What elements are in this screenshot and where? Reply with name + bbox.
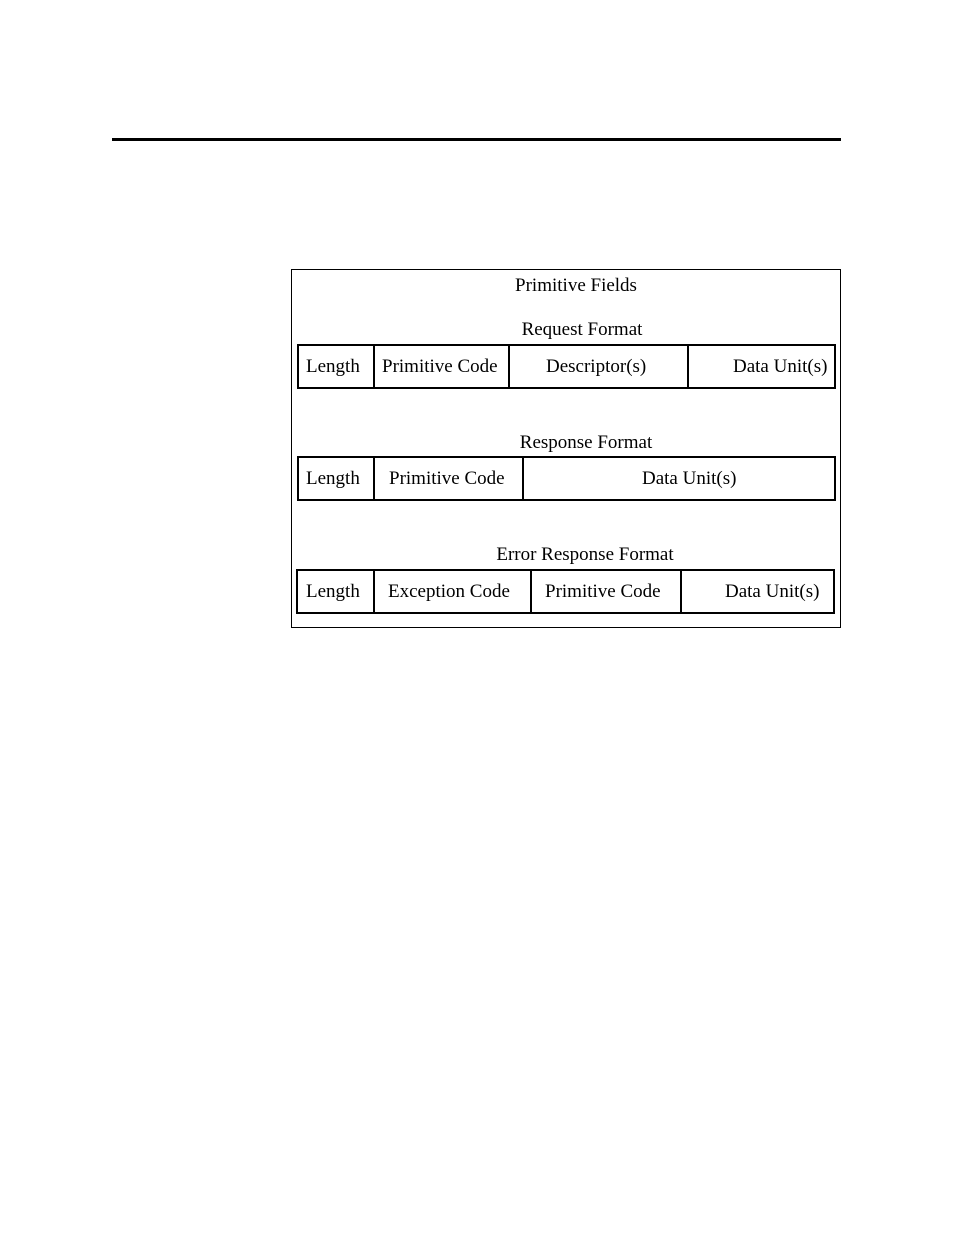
request-format-label: Request Format [521, 319, 643, 340]
error-primitive-code-field: Primitive Code [530, 571, 681, 612]
request-length-field: Length [306, 356, 360, 377]
response-format-row [297, 456, 836, 501]
response-length-field: Length [306, 468, 360, 489]
error-response-format-label: Error Response Format [496, 544, 674, 565]
response-data-units-field: Data Unit(s) [522, 458, 834, 499]
request-primitive-code-field: Primitive Code [373, 346, 509, 387]
request-data-units-field: Data Unit(s) [687, 346, 834, 387]
error-data-units-field: Data Unit(s) [680, 571, 833, 612]
error-response-format-row [296, 569, 835, 614]
request-format-row [297, 344, 836, 389]
top-rule [112, 138, 841, 141]
response-format-label: Response Format [519, 432, 653, 453]
error-length-field: Length [306, 581, 360, 602]
response-primitive-code-field: Primitive Code [373, 458, 523, 499]
request-descriptors-field: Descriptor(s) [508, 346, 688, 387]
error-exception-code-field: Exception Code [373, 571, 531, 612]
figure-title: Primitive Fields [515, 275, 637, 296]
